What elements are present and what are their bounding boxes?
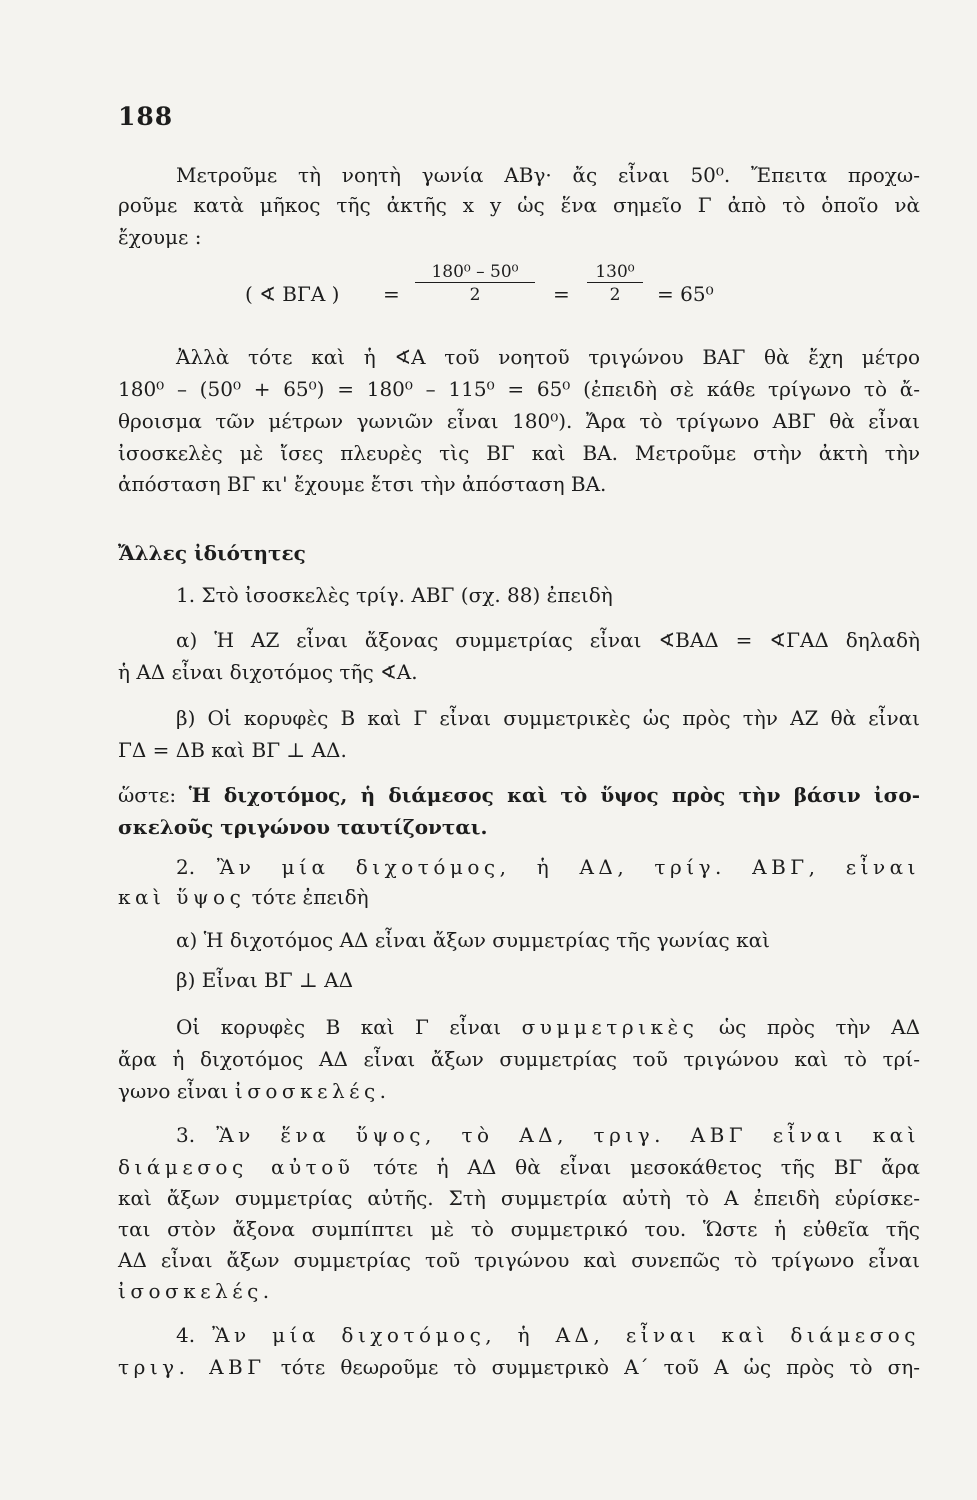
spaced-text: συμμετρικὲς	[521, 1015, 699, 1039]
text-line	[176, 1320, 920, 1350]
text-span: γωνο εἶναι	[118, 1079, 229, 1103]
text-line	[176, 852, 920, 882]
item-number: 4.	[176, 1323, 196, 1347]
fraction-1	[415, 262, 535, 307]
conclusion-text: σκελοῦς τριγώνου ταυτίζονται.	[118, 815, 488, 839]
text-span: τότε ἡ ΑΔ θὰ εἶναι μεσοκάθετος τῆς ΒΓ ἄρα	[373, 1155, 921, 1179]
text-line: ἀπόσταση ΒΓ κι' ἔχουμε ἔτσι τὴν ἀπόσταση ΒΑ.	[118, 472, 607, 496]
text-line: θροισμα τῶν μέτρων γωνιῶν εἶναι 180⁰). Ἄρα τὸ τρίγωνο ΑΒΓ θὰ εἶναι	[118, 409, 920, 433]
page-number: 188	[118, 102, 174, 131]
section-heading: Ἄλλες ἰδιότητες	[118, 541, 306, 565]
fraction-2-numerator: 130⁰	[587, 262, 643, 283]
formula-lhs: ( ∢ ΒΓΑ )	[245, 282, 340, 306]
text-line: ἔχουμε :	[118, 225, 202, 249]
spaced-text: διάμεσος αὐτοῦ	[118, 1155, 355, 1179]
formula-equals: =	[383, 282, 400, 306]
fraction-1-numerator: 180⁰ – 50⁰	[415, 262, 535, 283]
item-number: 3.	[176, 1123, 196, 1147]
spaced-text: Ἂν μία διχοτόμος, ἡ ΑΔ, εἶναι καὶ διάμεσος	[212, 1323, 920, 1347]
text-line: α) Ἡ διχοτόμος ΑΔ εἶναι ἄξων συμμετρίας τῆς γωνίας καὶ	[176, 928, 770, 952]
text-line: β) Οἱ κορυφὲς Β καὶ Γ εἶναι συμμετρικὲς ὡς πρὸς τὴν ΑΖ θὰ εἶναι	[176, 706, 920, 730]
text-line: ἄρα ἡ διχοτόμος ΑΔ εἶναι ἄξων συμμετρίας τοῦ τριγώνου καὶ τὸ τρί-	[118, 1047, 920, 1071]
text-line	[118, 882, 920, 912]
fraction-1-denominator: 2	[469, 285, 481, 305]
text-line: β) Εἶναι ΒΓ ⊥ ΑΔ	[176, 968, 354, 992]
text-line	[176, 1012, 920, 1042]
text-line	[118, 1352, 920, 1382]
text-span: τότε θεωροῦμε τὸ συμμετρικὸ Α΄ τοῦ Α ὡς πρὸς τὸ ση-	[280, 1355, 920, 1379]
text-line: ΓΔ = ΔΒ καὶ ΒΓ ⊥ ΑΔ.	[118, 738, 347, 762]
text-line: 180⁰ – (50⁰ + 65⁰) = 180⁰ – 115⁰ = 65⁰ (ἐπειδὴ σὲ κάθε τρίγωνο τὸ ἄ-	[118, 377, 920, 401]
fraction-2-denominator: 2	[609, 285, 621, 305]
fraction-2	[587, 262, 643, 307]
conclusion-text: Ἡ διχοτόμος, ἡ διάμεσος καὶ τὸ ὕψος πρὸς τὴν βάσιν ἰσο-	[188, 783, 920, 807]
text-line: Ἀλλὰ τότε καὶ ἡ ∢Α τοῦ νοητοῦ τριγώνου ΒΑΓ θὰ ἔχη μέτρο	[176, 345, 920, 369]
spaced-text: Ἂν ἕνα ὕψος, τὸ ΑΔ, τριγ. ΑΒΓ εἶναι καὶ	[216, 1123, 920, 1147]
angle-formula	[245, 262, 765, 326]
text-line: ἡ ΑΔ εἶναι διχοτόμος τῆς ∢Α.	[118, 660, 418, 684]
text-line	[176, 1120, 920, 1150]
text-line: ΑΔ εἶναι ἄξων συμμετρίας τοῦ τριγώνου καὶ συνεπῶς τὸ τρίγωνο εἶναι	[118, 1248, 920, 1272]
text-span: ὡς πρὸς τὴν ΑΔ	[718, 1015, 921, 1039]
conclusion-line	[118, 780, 920, 810]
text-line	[118, 1076, 920, 1106]
spaced-text: ἰσοσκελές.	[234, 1079, 391, 1103]
text-line: Μετροῦμε τὴ νοητὴ γωνία ΑΒγ· ἄς εἶναι 50⁰. Ἔπειτα προχω-	[176, 163, 920, 187]
formula-result: = 65⁰	[657, 282, 714, 306]
formula-equals: =	[553, 282, 570, 306]
spaced-text: τριγ. ΑΒΓ	[118, 1355, 266, 1379]
text-line: ἰσοσκελὲς μὲ ἴσες πλευρὲς τὶς ΒΓ καὶ ΒΑ. Μετροῦμε στὴν ἀκτὴ τὴν	[118, 441, 920, 465]
text-line: καὶ ἄξων συμμετρίας αὐτῆς. Στὴ συμμετρία αὐτὴ τὸ Α ἐπειδὴ εὑρίσκε-	[118, 1186, 920, 1210]
text-line: ροῦμε κατὰ μῆκος τῆς ἀκτῆς x y ὡς ἕνα σημεῖο Γ ἀπὸ τὸ ὁποῖο νὰ	[118, 193, 920, 217]
spaced-text: ἰσοσκελές.	[118, 1279, 274, 1303]
item-number: 2.	[176, 855, 196, 879]
text-line: α) Ἡ ΑΖ εἶναι ἄξονας συμμετρίας εἶναι ∢ΒΑΔ = ∢ΓΑΔ δηλαδὴ	[176, 628, 920, 652]
spaced-text: Ἂν μία διχοτόμος, ἡ ΑΔ, τρίγ. ΑΒΓ, εἶναι	[216, 855, 920, 879]
text-line: 1. Στὸ ἰσοσκελὲς τρίγ. ΑΒΓ (σχ. 88) ἐπειδὴ	[176, 583, 613, 607]
text-line: ται στὸν ἄξονα συμπίπτει μὲ τὸ συμμετρικό του. Ὥστε ἡ εὐθεῖα τῆς	[118, 1217, 920, 1241]
text-span: Οἱ κορυφὲς Β καὶ Γ εἶναι	[176, 1015, 502, 1039]
text-line	[118, 1152, 920, 1182]
spaced-text: καὶ ὕψος	[118, 885, 246, 909]
conclusion-prefix: ὥστε:	[118, 783, 177, 807]
text-span: τότε ἐπειδὴ	[251, 885, 369, 909]
